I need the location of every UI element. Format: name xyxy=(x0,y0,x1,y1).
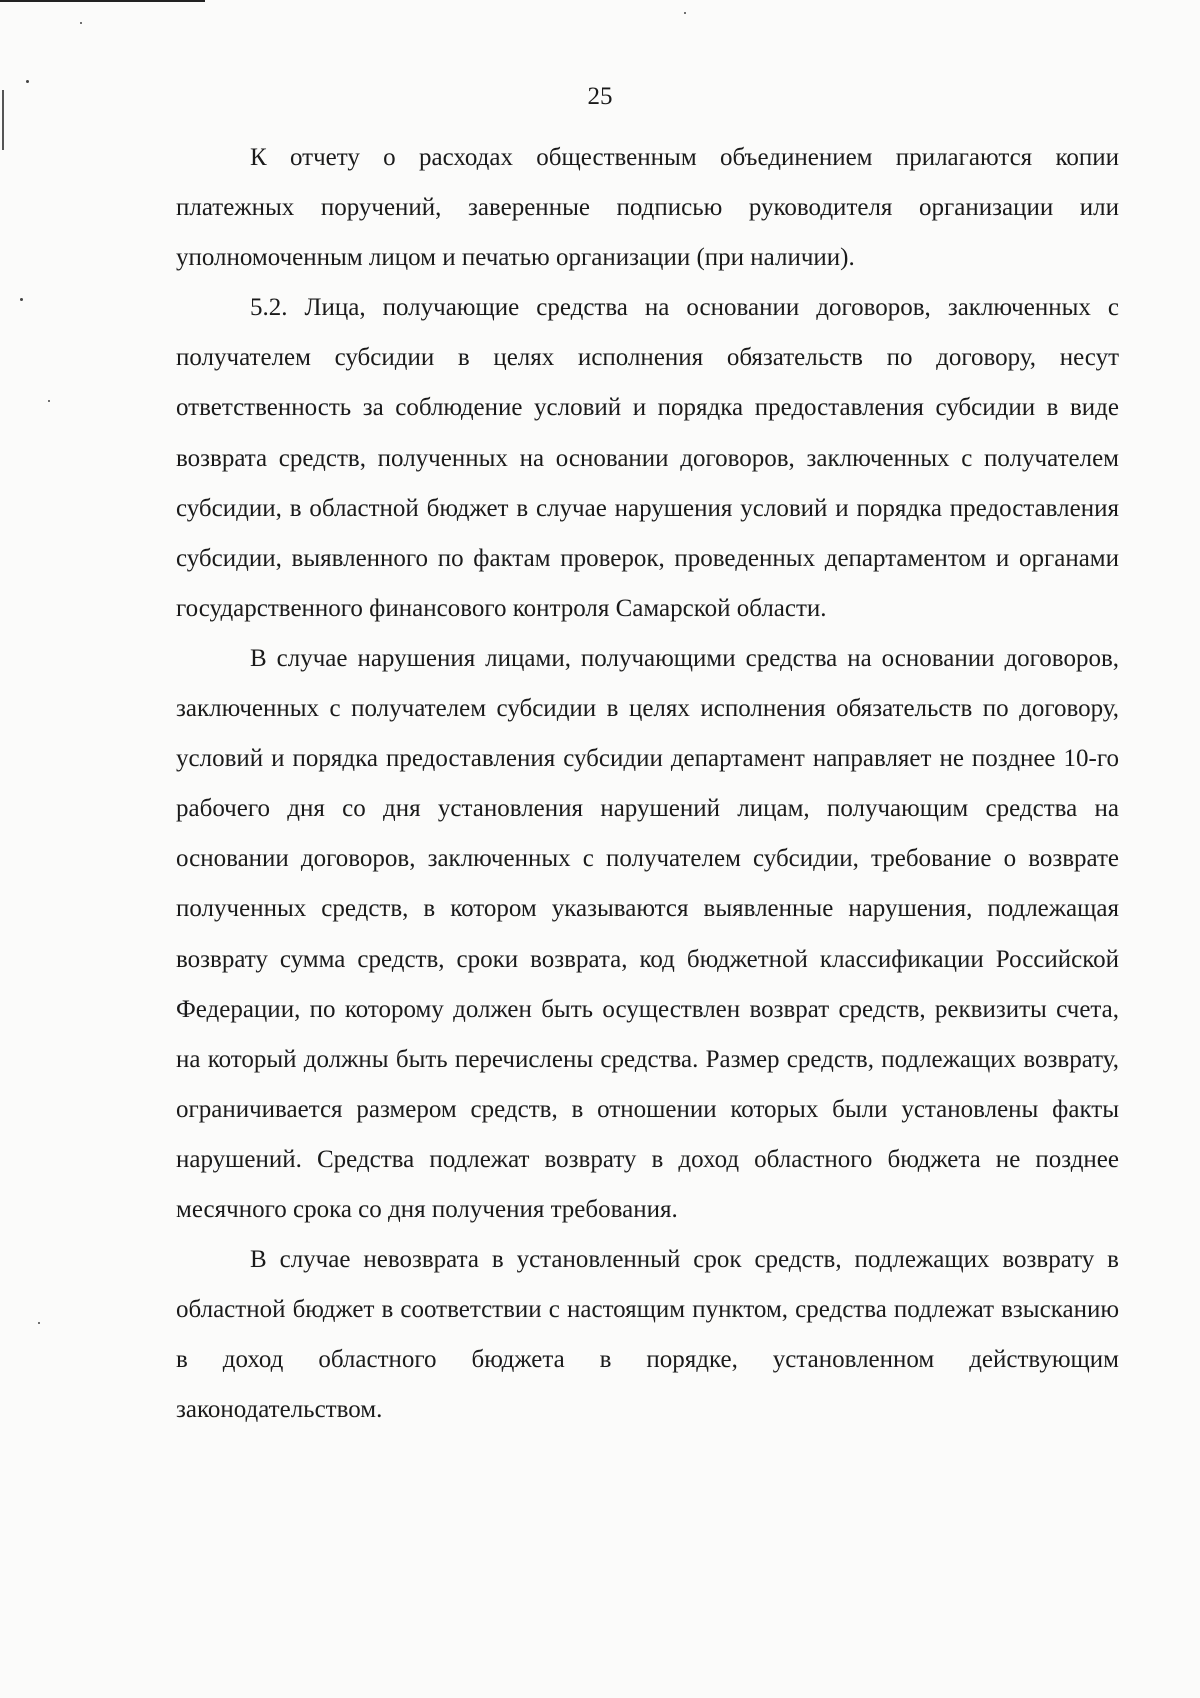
scan-speck xyxy=(684,12,686,14)
scan-edge-mark-top xyxy=(0,0,205,2)
paragraph-attachments: К отчету о расходах общественным объединением прилагаются копии платежных поручений, заверенные подписью руководителя организации или уполномоченным лицом и печатью организации (при наличии). xyxy=(176,144,1119,272)
scan-speck xyxy=(20,298,23,301)
paragraph-violation-procedure: В случае нарушения лицами, получающими средства на основании договоров, заключенных с получателем субсидии в целях исполнения обязательств по договору, условий и порядка предоставления субсидии департамент направляет не позднее 10-го рабочего дня со дня установления нарушений лицам, получающим средства на основании договоров, заключенных с получателем субсидии, требование о возврате полученных средств, в котором указываются выявленные нарушения, подлежащая возврату сумма средств, сроки возврата, код бюджетной классификации Российской Федерации, по которому должен быть осуществлен возврат средств, реквизиты счета, на который должны быть перечислены средства. Размер средств, подлежащих возврату, ограничивается размером средств, в отношении которых были установлены факты нарушений. Средства подлежат возврату в доход областного бюджета не позднее месячного срока со дня получения требования. xyxy=(176,644,1119,1223)
paragraph-non-return: В случае невозврата в установленный срок средств, подлежащих возврату в областной бюджет в соответствии с настоящим пунктом, средства подлежат взысканию в доход областного бюджета в порядке, установленном действующим законодательством. xyxy=(176,1246,1119,1424)
paragraph-section-5-2: 5.2. Лица, получающие средства на основании договоров, заключенных с получателем субсидии в целях исполнения обязательств по договору, несут ответственность за соблюдение условий и порядка предоставления субсидии в виде возврата средств, полученных на основании договоров, заключенных с получателем субсидии, в областной бюджет в случае нарушения условий и порядка предоставления субсидии, выявленного по фактам проверок, проведенных департаментом и органами государственного финансового контроля Самарской области. xyxy=(176,294,1119,622)
scan-speck xyxy=(38,1322,40,1324)
page-number: 25 xyxy=(587,83,613,110)
scan-speck xyxy=(48,400,50,402)
scan-speck xyxy=(80,22,82,24)
document-body xyxy=(176,133,1119,1435)
